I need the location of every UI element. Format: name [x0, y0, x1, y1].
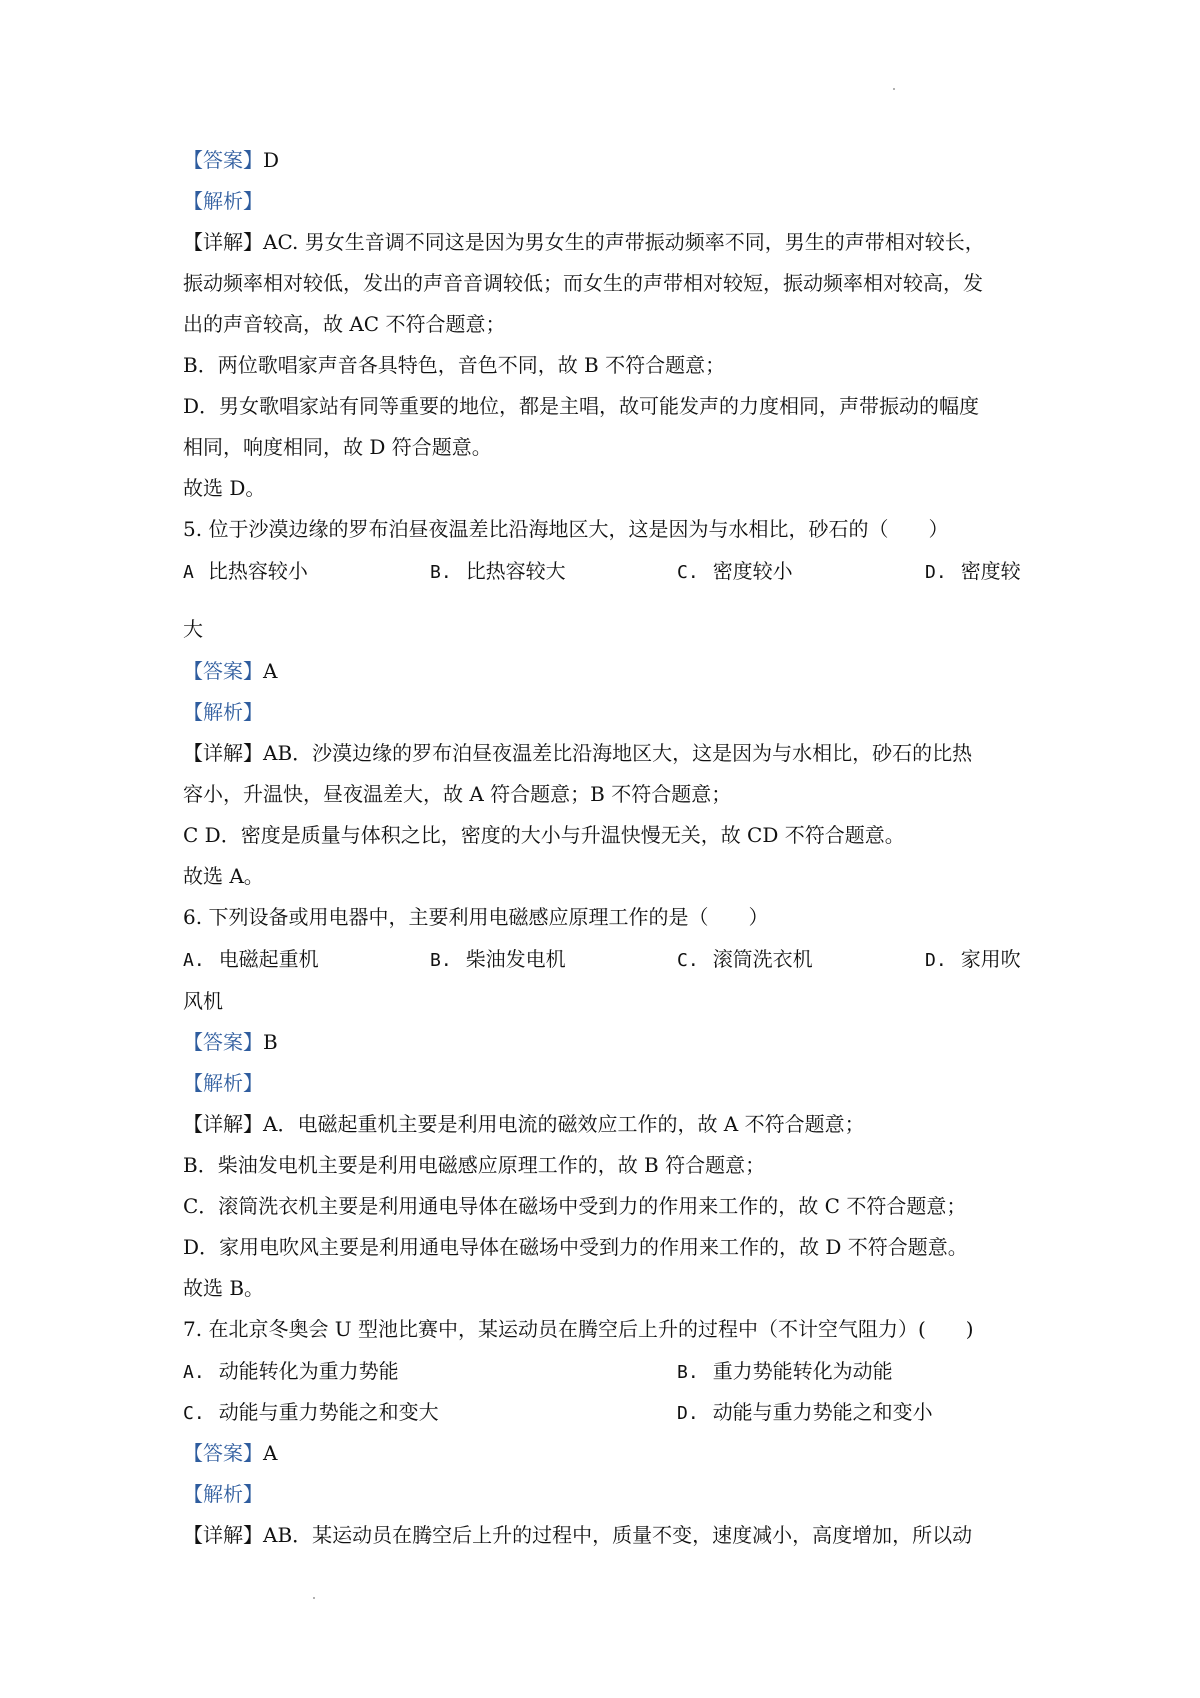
option-text: 家用吹: [960, 947, 1021, 971]
option-text: 动能与重力势能之和变大: [218, 1400, 439, 1424]
q7-option-a: [183, 1357, 399, 1387]
answer-value: D: [263, 148, 280, 172]
q5-detail-line-3: C D．密度是质量与体积之比，密度的大小与升温快慢无关，故 CD 不符合题意。: [183, 823, 905, 847]
option-text: 比热容较大: [465, 559, 566, 583]
detail-tag: 【详解】: [183, 1523, 263, 1547]
option-key: B.: [677, 1362, 699, 1383]
q7-option-b: [677, 1357, 893, 1387]
q4-answer: [183, 146, 1024, 174]
q7-option-d: [677, 1398, 933, 1428]
option-key: A: [183, 562, 194, 583]
q6-detail-line-4: D．家用电吹风主要是利用通电导体在磁场中受到力的作用来工作的，故 D 不符合题意。: [183, 1235, 968, 1259]
q6-answer: [183, 1028, 1024, 1056]
detail-text: AC. 男女生音调不同这是因为男女生的声带振动频率不同，男生的声带相对较长，: [263, 230, 985, 254]
option-key: D.: [925, 950, 947, 971]
q5-option-a: [183, 557, 308, 587]
q5-answer: [183, 657, 1024, 685]
option-text: 动能与重力势能之和变小: [712, 1400, 933, 1424]
q5-stem: 5. 位于沙漠边缘的罗布泊昼夜温差比沿海地区大，这是因为与水相比，砂石的（ ）: [183, 517, 949, 541]
option-key: A.: [183, 1362, 205, 1383]
q6-analysis: [183, 1069, 1024, 1097]
analysis-tag: 【解析】: [183, 1071, 263, 1095]
option-text: 柴油发电机: [465, 947, 566, 971]
q6-option-b: [430, 945, 566, 975]
answer-value: B: [263, 1030, 278, 1054]
q5-option-d: [925, 557, 1021, 587]
option-text: 比热容较小: [207, 559, 308, 583]
option-key: B.: [430, 950, 452, 971]
q6-option-c: [677, 945, 813, 975]
detail-text: A．电磁起重机主要是利用电流的磁效应工作的，故 A 不符合题意；: [263, 1112, 865, 1136]
option-text: 密度较小: [712, 559, 793, 583]
q5-detail-line-1: [183, 739, 1024, 767]
q6-option-wrap: 风机: [183, 989, 223, 1013]
q6-conclusion: 故选 B。: [183, 1276, 265, 1300]
q5-option-c: [677, 557, 793, 587]
answer-tag: 【答案】: [183, 1441, 263, 1465]
analysis-tag: 【解析】: [183, 1482, 263, 1506]
option-text: 密度较: [960, 559, 1021, 583]
answer-value: A: [263, 1441, 278, 1465]
q4-detail-line-4: B．两位歌唱家声音各具特色，音色不同，故 B 不符合题意；: [183, 353, 726, 377]
q4-conclusion: 故选 D。: [183, 476, 266, 500]
q4-detail-line-1: [183, 228, 1024, 256]
answer-value: A: [263, 659, 278, 683]
option-key: A.: [183, 950, 205, 971]
q5-analysis: [183, 698, 1024, 726]
q4-detail-line-2: 振动频率相对较低，发出的声音音调较低；而女生的声带相对较短，振动频率相对较高，发: [183, 271, 983, 295]
detail-text: AB．沙漠边缘的罗布泊昼夜温差比沿海地区大，这是因为与水相比，砂石的比热: [263, 741, 973, 765]
option-key: B.: [430, 562, 452, 583]
q6-option-a: [183, 945, 319, 975]
q6-detail-line-3: C．滚筒洗衣机主要是利用通电导体在磁场中受到力的作用来工作的，故 C 不符合题意；: [183, 1194, 967, 1218]
scan-dot: [893, 88, 895, 90]
q5-option-b: [430, 557, 566, 587]
q4-detail-line-5: D．男女歌唱家站有同等重要的地位，都是主唱，故可能发声的力度相同，声带振动的幅度: [183, 394, 980, 418]
analysis-tag: 【解析】: [183, 189, 263, 213]
option-key: C.: [677, 950, 699, 971]
q6-stem: 6. 下列设备或用电器中，主要利用电磁感应原理工作的是（ ）: [183, 905, 769, 929]
option-key: D.: [925, 562, 947, 583]
option-key: C.: [677, 562, 699, 583]
q7-option-c: [183, 1398, 439, 1428]
q5-detail-line-2: 容小，升温快，昼夜温差大，故 A 符合题意；B 不符合题意；: [183, 782, 732, 806]
detail-tag: 【详解】: [183, 1112, 263, 1136]
detail-text: AB．某运动员在腾空后上升的过程中，质量不变，速度减小，高度增加，所以动: [263, 1523, 973, 1547]
q7-analysis: [183, 1480, 1024, 1508]
q5-conclusion: 故选 A。: [183, 864, 264, 888]
option-text: 电磁起重机: [218, 947, 319, 971]
q6-option-d: [925, 945, 1021, 975]
scan-dot: [313, 1597, 315, 1599]
option-text: 动能转化为重力势能: [218, 1359, 399, 1383]
option-text: 滚筒洗衣机: [712, 947, 813, 971]
q7-stem: 7. 在北京冬奥会 U 型池比赛中，某运动员在腾空后上升的过程中（不计空气阻力）( ): [183, 1317, 974, 1341]
answer-tag: 【答案】: [183, 148, 263, 172]
detail-tag: 【详解】: [183, 230, 263, 254]
q6-detail-line-1: [183, 1110, 1024, 1138]
q4-detail-line-3: 出的声音较高，故 AC 不符合题意；: [183, 312, 506, 336]
q7-detail-line-1: [183, 1521, 1024, 1549]
analysis-tag: 【解析】: [183, 700, 263, 724]
q5-option-wrap: 大: [183, 617, 203, 641]
answer-tag: 【答案】: [183, 1030, 263, 1054]
q6-detail-line-2: B．柴油发电机主要是利用电磁感应原理工作的，故 B 符合题意；: [183, 1153, 766, 1177]
answer-tag: 【答案】: [183, 659, 263, 683]
q4-analysis: [183, 187, 1024, 215]
q7-answer: [183, 1439, 1024, 1467]
q4-detail-line-6: 相同，响度相同，故 D 符合题意。: [183, 435, 492, 459]
option-key: D.: [677, 1403, 699, 1424]
option-text: 重力势能转化为动能: [712, 1359, 893, 1383]
option-key: C.: [183, 1403, 205, 1424]
detail-tag: 【详解】: [183, 741, 263, 765]
